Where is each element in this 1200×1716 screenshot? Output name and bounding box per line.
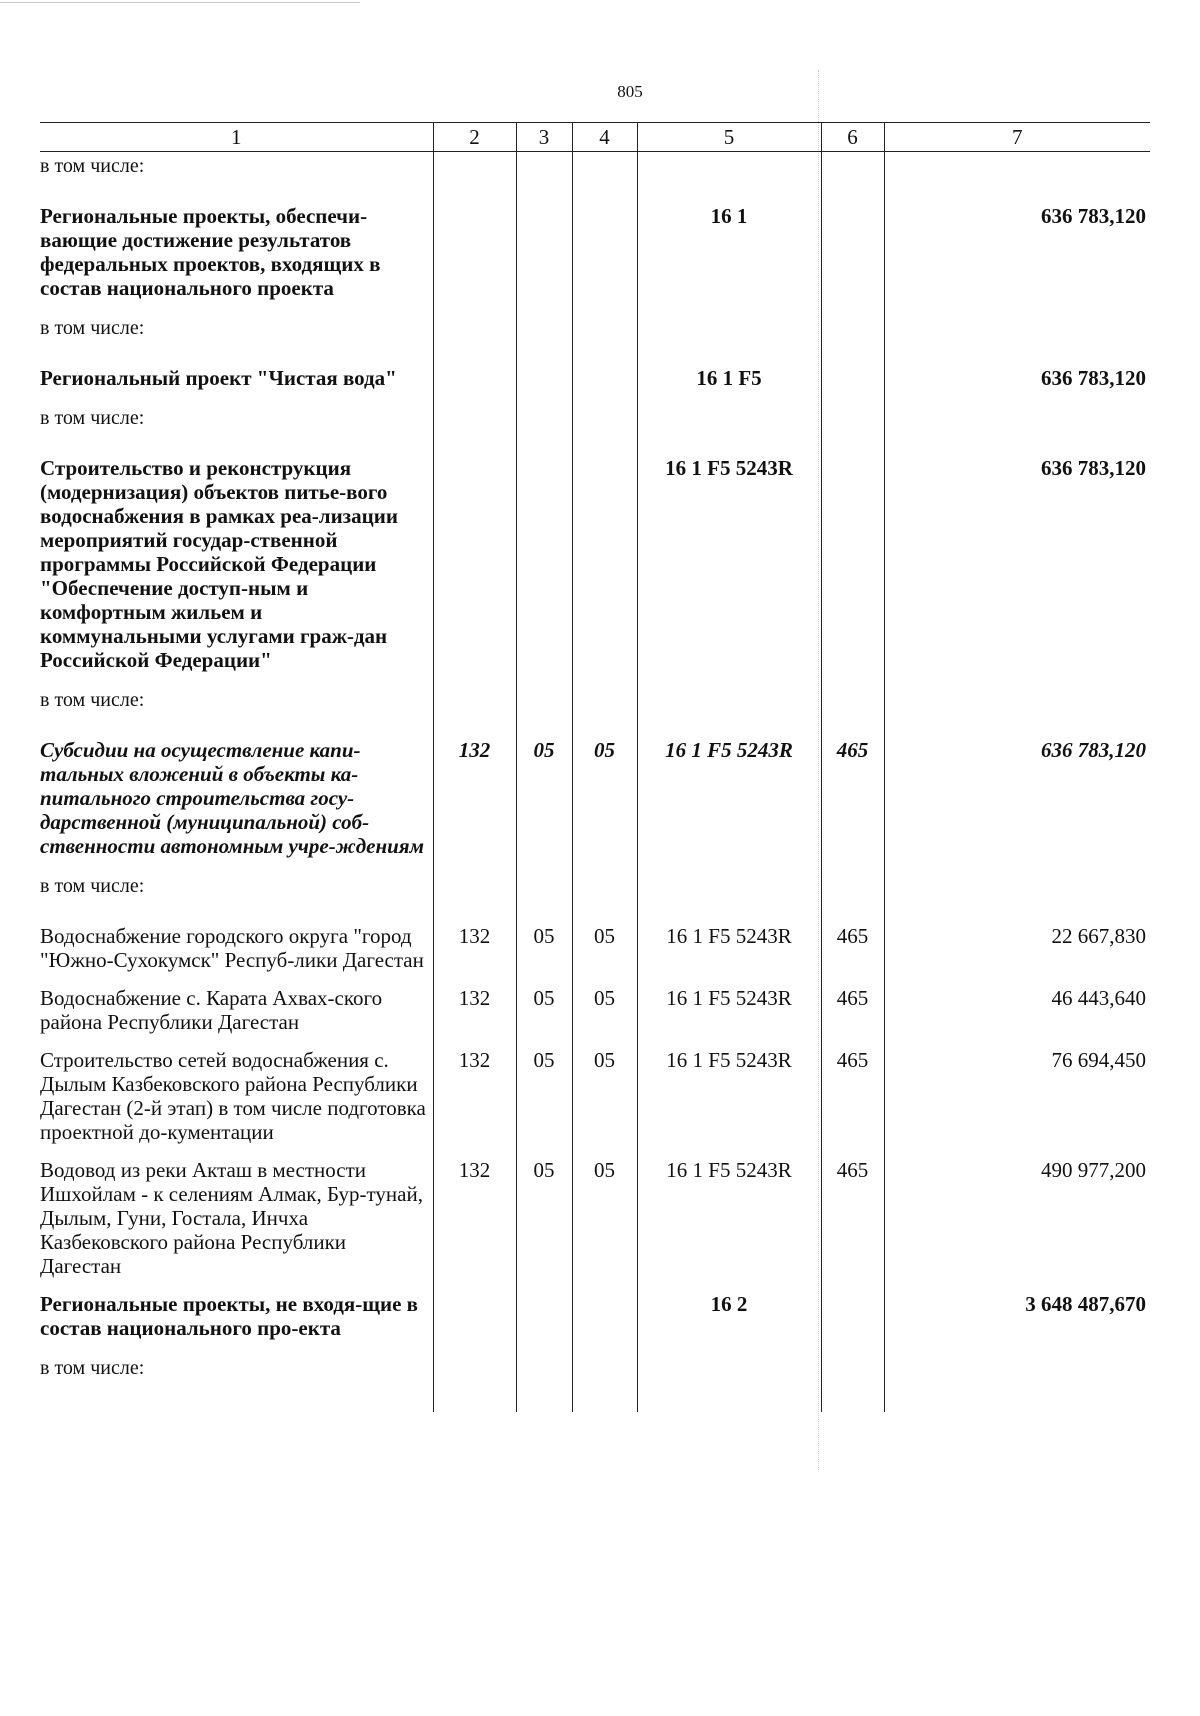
row-label: в том числе:: [40, 1357, 145, 1379]
row-subsection-code: 05: [572, 1158, 637, 1292]
row-target-code: 16 1: [637, 190, 821, 314]
scan-edge-line: [0, 2, 360, 3]
row-label: в том числе:: [40, 875, 145, 897]
table-row: [40, 686, 1150, 724]
table-row: [40, 352, 1150, 404]
row-section-code: 05: [516, 724, 572, 872]
row-label: в том числе:: [40, 317, 145, 339]
row-target-code: 16 1 F5 5243R: [637, 1048, 821, 1158]
row-target-code: 16 1 F5 5243R: [637, 1158, 821, 1292]
column-number-header: [40, 123, 1150, 152]
row-label: Региональные проекты, обеспечи-вающие достижение результатов федеральных проектов, входящих в состав национального проекта: [40, 204, 381, 300]
row-expense-type: 465: [821, 910, 884, 986]
row-label: Водоснабжение городского округа "город "Южно-Сухокумск" Респуб-лики Дагестан: [40, 924, 424, 972]
table-row: [40, 986, 1150, 1048]
row-subsection-code: 05: [572, 1048, 637, 1158]
row-amount: 76 694,450: [884, 1048, 1150, 1158]
row-ministry-code: 132: [433, 724, 516, 872]
row-label: в том числе:: [40, 689, 145, 711]
row-amount: 636 783,120: [884, 724, 1150, 872]
row-amount: 636 783,120: [884, 190, 1150, 314]
row-target-code: 16 1 F5 5243R: [637, 724, 821, 872]
row-amount: 46 443,640: [884, 986, 1150, 1048]
row-label: Строительство сетей водоснабжения с. Дылым Казбековского района Республики Дагестан (2-й этап) в том числе подготовка проектной до-кументации: [40, 1048, 426, 1144]
row-label: Водоснабжение с. Карата Ахвах-ского района Республики Дагестан: [40, 986, 383, 1034]
row-target-code: 16 1 F5 5243R: [637, 442, 821, 686]
table-row: [40, 1354, 1150, 1412]
row-subsection-code: 05: [572, 724, 637, 872]
table-row: [40, 314, 1150, 352]
col-header-3: 3: [516, 123, 572, 152]
table-row: [40, 1048, 1150, 1158]
row-label: Региональные проекты, не входя-щие в состав национального про-екта: [40, 1292, 418, 1340]
col-header-6: 6: [821, 123, 884, 152]
row-amount: 22 667,830: [884, 910, 1150, 986]
table-row: [40, 190, 1150, 314]
row-expense-type: 465: [821, 724, 884, 872]
table-row: [40, 1292, 1150, 1354]
row-expense-type: 465: [821, 986, 884, 1048]
row-amount: 490 977,200: [884, 1158, 1150, 1292]
row-label: в том числе:: [40, 407, 145, 429]
row-subsection-code: 05: [572, 986, 637, 1048]
budget-table: [40, 122, 1150, 1412]
row-target-code: 16 1 F5 5243R: [637, 986, 821, 1048]
row-ministry-code: 132: [433, 1158, 516, 1292]
row-target-code: 16 1 F5: [637, 352, 821, 404]
row-label: Региональный проект "Чистая вода": [40, 366, 397, 390]
row-ministry-code: 132: [433, 986, 516, 1048]
page-number: 805: [617, 82, 643, 101]
row-label: Водовод из реки Акташ в местности Ишхойлам - к селениям Алмак, Бур-тунай, Дылым, Гуни, Гостала, Инчха Казбековского района Республики Дагестан: [40, 1158, 423, 1278]
row-ministry-code: 132: [433, 1048, 516, 1158]
table-row: [40, 152, 1150, 191]
row-ministry-code: 132: [433, 910, 516, 986]
row-amount: 636 783,120: [884, 352, 1150, 404]
row-target-code: 16 2: [637, 1292, 821, 1354]
row-expense-type: 465: [821, 1048, 884, 1158]
table-row: [40, 724, 1150, 872]
col-header-7: 7: [884, 123, 1150, 152]
row-label: в том числе:: [40, 155, 145, 177]
table-row: [40, 404, 1150, 442]
table-row: [40, 872, 1150, 910]
row-target-code: 16 1 F5 5243R: [637, 910, 821, 986]
row-section-code: 05: [516, 1048, 572, 1158]
row-section-code: 05: [516, 1158, 572, 1292]
row-section-code: 05: [516, 986, 572, 1048]
row-expense-type: 465: [821, 1158, 884, 1292]
col-header-4: 4: [572, 123, 637, 152]
table-row: [40, 910, 1150, 986]
col-header-1: 1: [40, 123, 433, 152]
col-header-5: 5: [637, 123, 821, 152]
row-label: Строительство и реконструкция (модернизация) объектов питье-вого водоснабжения в рамках реа-лизации мероприятий государ-ственной программы Российской Федерации "Обеспечение доступ-ным и комфортным жильем и коммунальными услугами граж-дан Российской Федерации": [40, 456, 398, 672]
row-amount: 3 648 487,670: [884, 1292, 1150, 1354]
row-amount: 636 783,120: [884, 442, 1150, 686]
table-row: [40, 442, 1150, 686]
col-header-2: 2: [433, 123, 516, 152]
row-section-code: 05: [516, 910, 572, 986]
row-label: Субсидии на осуществление капи-тальных вложений в объекты ка-питального строительства госу-дарственной (муниципальной) соб-ственности автономным учре-ждениям: [40, 738, 424, 858]
row-subsection-code: 05: [572, 910, 637, 986]
table-row: [40, 1158, 1150, 1292]
